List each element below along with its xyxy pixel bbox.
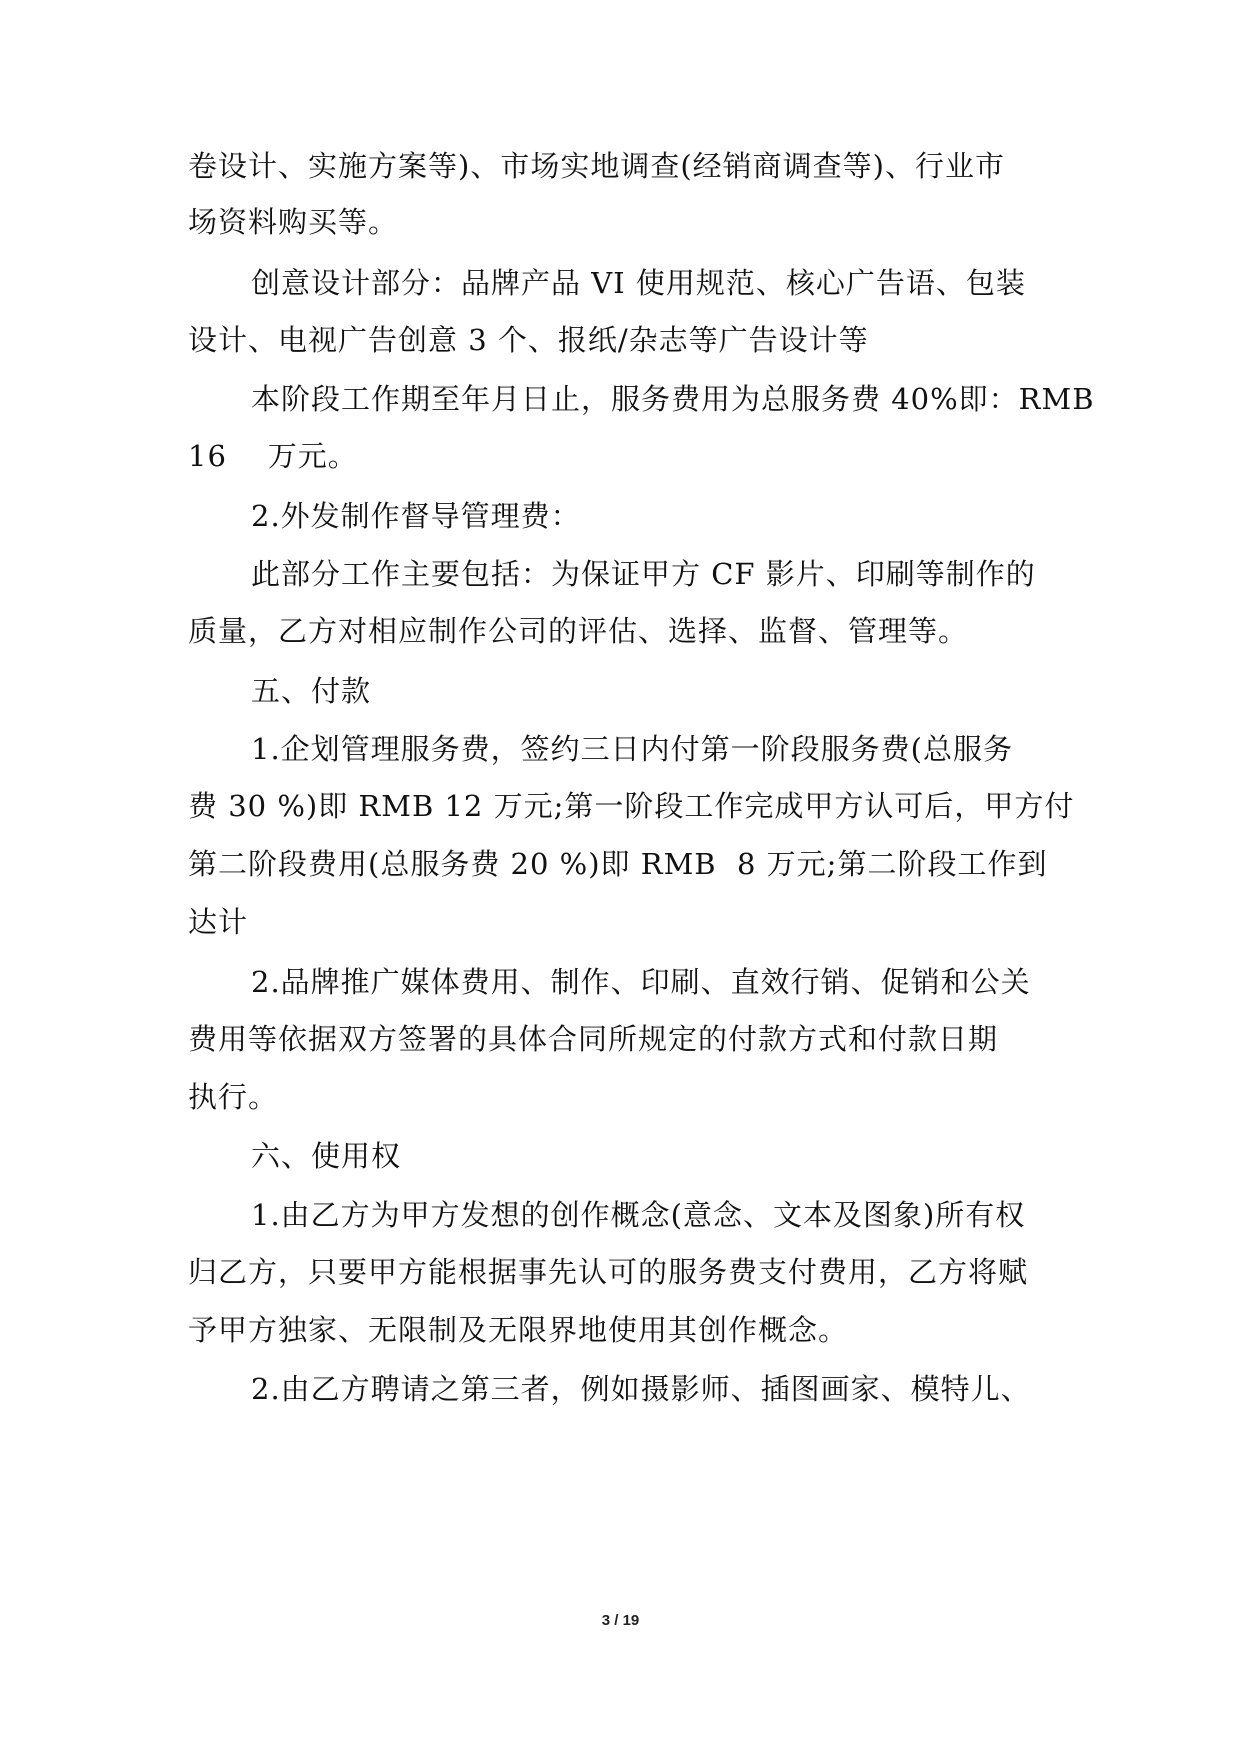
text-line: 设计、电视广告创意 3 个、报纸/杂志等广告设计等 <box>188 323 869 357</box>
text-line: 达计 <box>188 905 249 939</box>
text-line: 1.由乙方为甲方发想的创作概念(意念、文本及图象)所有权 <box>251 1198 1026 1232</box>
text-line: 卷设计、实施方案等)、市场实地调查(经销商调查等)、行业市 <box>188 149 1005 183</box>
text-line: 2.外发制作督导管理费： <box>251 499 581 533</box>
page-number: 3 / 19 <box>601 1612 640 1629</box>
text-line: 本阶段工作期至年月日止，服务费用为总服务费 40%即：RMB <box>251 382 1095 416</box>
text-line: 费 30 %)即 RMB 12 万元;第一阶段工作完成甲方认可后，甲方付 <box>188 789 1075 823</box>
text-line: 此部分工作主要包括：为保证甲方 CF 影片、印刷等制作的 <box>251 557 1036 591</box>
text-line: 2.由乙方聘请之第三者，例如摄影师、插图画家、模特儿、 <box>251 1372 1031 1406</box>
text-line: 16 万元。 <box>188 439 358 473</box>
text-line: 2.品牌推广媒体费用、制作、印刷、直效行销、促销和公关 <box>251 965 1031 999</box>
text-line: 质量，乙方对相应制作公司的评估、选择、监督、管理等。 <box>188 614 969 648</box>
text-line: 费用等依据双方签署的具体合同所规定的付款方式和付款日期 <box>188 1022 999 1056</box>
text-line: 第二阶段费用(总服务费 20 %)即 RMB 8 万元;第二阶段工作到 <box>188 847 1048 881</box>
text-line: 执行。 <box>188 1080 279 1114</box>
text-line: 归乙方，只要甲方能根据事先认可的服务费支付费用，乙方将赋 <box>188 1255 1029 1289</box>
section-heading: 六、使用权 <box>251 1139 402 1173</box>
section-heading: 五、付款 <box>251 674 372 708</box>
text-line: 1.企划管理服务费，签约三日内付第一阶段服务费(总服务 <box>251 732 1013 766</box>
text-line: 予甲方独家、无限制及无限界地使用其创作概念。 <box>188 1313 849 1347</box>
text-line: 创意设计部分：品牌产品 VI 使用规范、核心广告语、包装 <box>251 266 1026 300</box>
text-line: 场资料购买等。 <box>188 205 399 239</box>
